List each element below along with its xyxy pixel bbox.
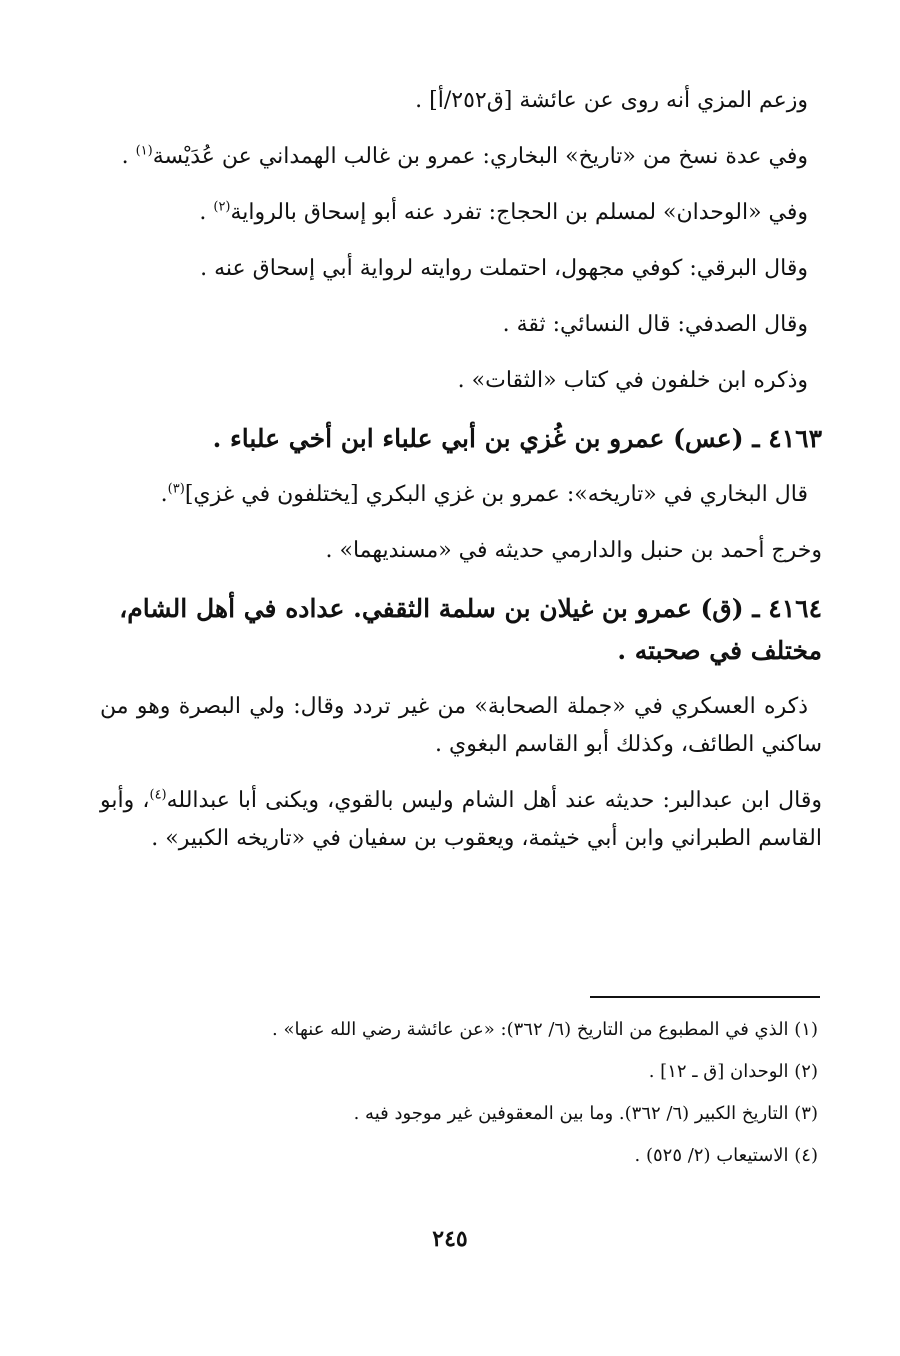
footnote-ref-1[interactable]: (١) — [135, 143, 153, 159]
footnote-ref-4[interactable]: (٤) — [149, 787, 167, 803]
paragraph-4164-ibn-abdulbarr: وقال ابن عبدالبر: حديثه عند أهل الشام وليس بالقوي، ويكنى أبا عبدالله$^{(٤)}$، وأبو القاسم الطبراني وابن أبي خيثمة، ويعقوب بن سفيان في «تاريخه الكبير» . — [100, 787, 822, 851]
paragraph-4163-bukhari: قال البخاري في «تاريخه»: عمرو بن غزي البكري [يختلفون في غزي]$^{(٣)}$. — [160, 481, 808, 507]
main-text — [100, 82, 822, 876]
entry-heading-4164: ٤١٦٤ ـ (ق) عمرو بن غيلان بن سلمة الثقفي. عداده في أهل الشام، مختلف في صحبته . — [119, 594, 822, 665]
paragraph-bukhari-copies: وفي عدة نسخ من «تاريخ» البخاري: عمرو بن غالب الهمداني عن عُدَيْسة$^{(١)}$ . — [121, 143, 808, 169]
entry-heading-4163: ٤١٦٣ ـ (عس) عمرو بن غُزي بن أبي علباء ابن أخي علباء . — [212, 424, 822, 453]
footnote-ref-3[interactable]: (٣) — [167, 481, 185, 497]
paragraph-wuhdan: وفي «الوحدان» لمسلم بن الحجاج: تفرد عنه أبو إسحاق بالرواية$^{(٢)}$ . — [199, 199, 808, 225]
paragraph-mizzi: وزعم المزي أنه روى عن عائشة [ق٢٥٢/أ] . — [415, 88, 808, 113]
paragraph-4164-askari: ذكره العسكري في «جملة الصحابة» من غير تردد وقال: ولي البصرة وهو من ساكني الطائف، وكذلك أبو القاسم البغوي . — [100, 694, 822, 757]
footnote-2: (٢) الوحدان [ق ـ ١٢] . — [648, 1061, 818, 1082]
footnotes — [100, 1016, 818, 1184]
footnote-1: (١) الذي في المطبوع من التاريخ (٦/ ٣٦٢): «عن عائشة رضي الله عنها» . — [272, 1019, 818, 1040]
footnote-4: (٤) الاستيعاب (٢/ ٥٢٥) . — [634, 1145, 818, 1166]
paragraph-sadafi: وقال الصدفي: قال النسائي: ثقة . — [502, 312, 808, 337]
paragraph-ibn-khalfun: وذكره ابن خلفون في كتاب «الثقات» . — [457, 368, 808, 393]
page-number: ٢٤٥ — [432, 1226, 468, 1252]
paragraph-barqi: وقال البرقي: كوفي مجهول، احتملت روايته لرواية أبي إسحاق عنه . — [200, 256, 808, 281]
footnote-ref-2[interactable]: (٢) — [213, 199, 231, 215]
paragraph-4163-ahmad: وخرج أحمد بن حنبل والدارمي حديثه في «مسنديهما» . — [325, 538, 822, 563]
footnote-separator — [590, 996, 820, 998]
footnote-3: (٣) التاريخ الكبير (٦/ ٣٦٢). وما بين المعقوفين غير موجود فيه . — [353, 1103, 818, 1124]
